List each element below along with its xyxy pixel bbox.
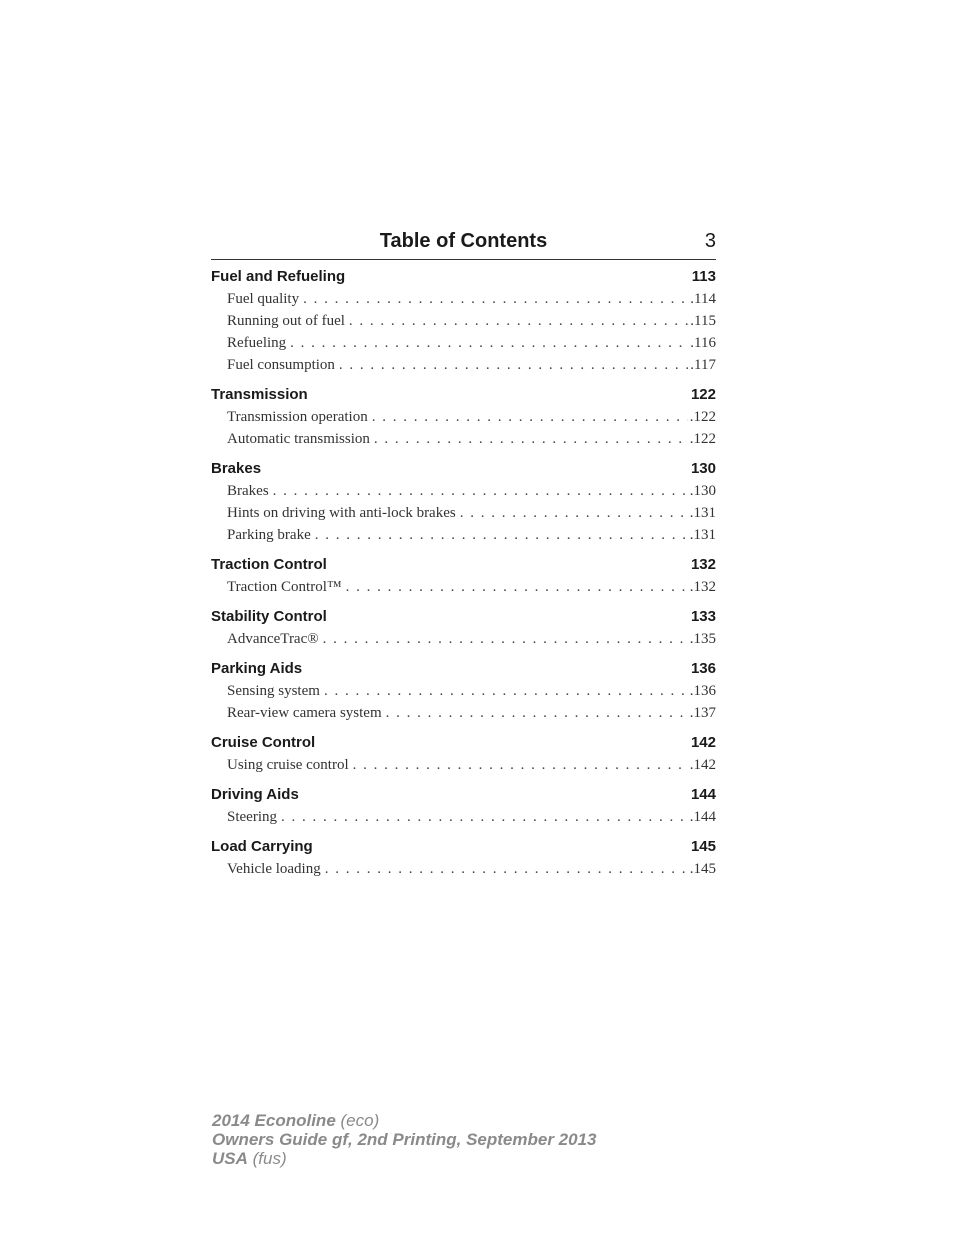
entry-page: .131 [689,505,716,521]
entry-page: .145 [689,861,716,877]
toc-section-heading[interactable] [211,554,716,576]
section-page: 132 [690,556,716,573]
toc-entry[interactable] [211,754,716,776]
dot-leader [273,480,688,502]
dot-leader [315,524,688,546]
toc-section [211,658,716,724]
footer-printing: Owners Guide gf, 2nd Printing, September 2013 [212,1130,597,1149]
entry-label: Parking brake [227,527,311,543]
toc-entry[interactable] [211,354,716,376]
toc-entry[interactable] [211,332,716,354]
table-of-contents [211,266,716,888]
entry-page: .144 [689,809,716,825]
section-page: 145 [690,838,716,855]
section-title: Load Carrying [211,838,313,855]
entry-page: .132 [689,579,716,595]
page-header [211,228,716,260]
entry-label: Vehicle loading [227,861,321,877]
toc-entry[interactable] [211,502,716,524]
dot-leader [290,332,688,354]
dot-leader [386,702,688,724]
entry-label: Rear-view camera system [227,705,382,721]
entry-label: Hints on driving with anti-lock brakes [227,505,456,521]
dot-leader [303,288,688,310]
toc-entry[interactable] [211,702,716,724]
toc-section-heading[interactable] [211,458,716,480]
entry-page: .135 [689,631,716,647]
section-title: Parking Aids [211,660,303,677]
entry-label: Fuel quality [227,291,300,307]
entry-page: .116 [690,335,716,351]
toc-entry[interactable] [211,406,716,428]
entry-label: Refueling [227,335,287,351]
dot-leader [323,628,688,650]
entry-label: Brakes [227,483,269,499]
footer-line-1 [212,1111,596,1130]
page-number: 3 [704,230,716,252]
dot-leader [324,680,688,702]
section-title: Traction Control [211,556,327,573]
section-title: Fuel and Refueling [211,268,346,285]
entry-page: .137 [689,705,716,721]
dot-leader [349,310,688,332]
toc-entry[interactable] [211,310,716,332]
toc-section-heading[interactable] [211,784,716,806]
section-title: Stability Control [211,608,327,625]
toc-section [211,384,716,450]
entry-page: .115 [690,313,716,329]
page-title: Table of Contents [379,230,548,252]
section-page: 133 [690,608,716,625]
section-page: 113 [691,268,716,285]
entry-label: AdvanceTrac® [227,631,319,647]
footer-line-2 [212,1130,596,1149]
entry-label: Transmission operation [227,409,368,425]
section-title: Driving Aids [211,786,299,803]
entry-label: Automatic transmission [227,431,370,447]
toc-entry[interactable] [211,576,716,598]
dot-leader [346,576,688,598]
dot-leader [281,806,688,828]
toc-section-heading[interactable] [211,732,716,754]
dot-leader [325,858,688,880]
footer-model: 2014 Econoline [212,1111,336,1130]
entry-label: Running out of fuel [227,313,345,329]
toc-section-heading[interactable] [211,266,716,288]
footer-model-code: (eco) [340,1111,380,1130]
section-title: Cruise Control [211,734,316,751]
dot-leader [460,502,688,524]
toc-entry[interactable] [211,680,716,702]
section-page: 130 [690,460,716,477]
toc-section [211,266,716,376]
dot-leader [372,406,688,428]
toc-section [211,732,716,776]
dot-leader [374,428,688,450]
toc-entry[interactable] [211,806,716,828]
entry-label: Fuel consumption [227,357,335,373]
toc-section [211,458,716,546]
footer-market: USA [212,1149,248,1168]
section-page: 122 [690,386,716,403]
footer-line-3 [212,1149,596,1168]
toc-entry[interactable] [211,628,716,650]
dot-leader [353,754,688,776]
toc-entry[interactable] [211,428,716,450]
section-title: Brakes [211,460,262,477]
entry-page: .122 [689,431,716,447]
entry-page: .122 [689,409,716,425]
entry-page: .131 [689,527,716,543]
entry-page: .142 [689,757,716,773]
toc-entry[interactable] [211,858,716,880]
entry-page: .136 [689,683,716,699]
entry-label: Using cruise control [227,757,349,773]
toc-section-heading[interactable] [211,836,716,858]
toc-section [211,784,716,828]
entry-label: Traction Control™ [227,579,342,595]
entry-page: .114 [690,291,716,307]
toc-section-heading[interactable] [211,658,716,680]
footer-market-code: (fus) [252,1149,287,1168]
section-page: 144 [690,786,716,803]
toc-entry[interactable] [211,480,716,502]
toc-section [211,836,716,880]
entry-label: Steering [227,809,277,825]
section-page: 142 [690,734,716,751]
toc-section-heading[interactable] [211,606,716,628]
section-title: Transmission [211,386,308,403]
dot-leader [339,354,688,376]
toc-section-heading[interactable] [211,384,716,406]
entry-page: .130 [689,483,716,499]
entry-page: .117 [690,357,716,373]
footer [212,1111,596,1168]
toc-entry[interactable] [211,288,716,310]
toc-section [211,606,716,650]
section-page: 136 [690,660,716,677]
entry-label: Sensing system [227,683,320,699]
toc-section [211,554,716,598]
toc-entry[interactable] [211,524,716,546]
